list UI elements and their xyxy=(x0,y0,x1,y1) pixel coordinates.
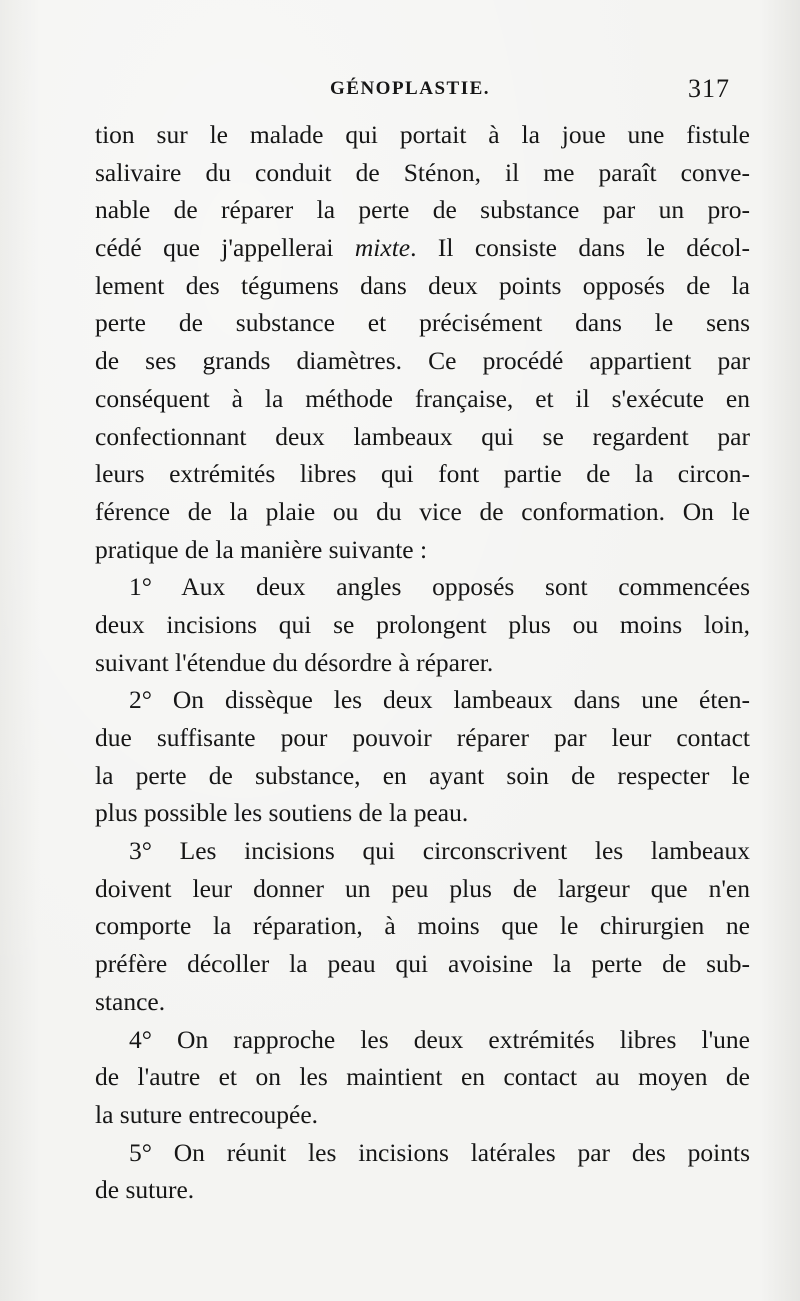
text-line: tion sur le malade qui portait à la joue une fistule xyxy=(95,120,750,149)
text-line: nable de réparer la perte de substance par un pro- xyxy=(95,195,750,225)
text-line: due suffisante pour pouvoir réparer par leur contact xyxy=(95,723,750,752)
text-line: préfère décoller la peau qui avoisine la perte de sub- xyxy=(95,949,750,979)
text-line: de l'autre et on les maintient en contact au moyen de xyxy=(95,1062,750,1092)
text-line: la suture entrecoupée. xyxy=(95,1099,319,1129)
list-item-4-line: 4° On rapproche les deux extrémités libres l'une xyxy=(129,1024,750,1054)
text-line: férence de la plaie ou du vice de conformation. On le xyxy=(95,496,750,526)
text-line: confectionnant deux lambeaux qui se regardent par xyxy=(95,421,750,451)
list-item-3-line: 3° Les incisions qui circonscrivent les lambeaux xyxy=(129,836,750,866)
text-line: la perte de substance, en ayant soin de respecter le xyxy=(95,760,750,790)
list-item-1-line: 1° Aux deux angles opposés sont commencées xyxy=(129,572,750,602)
text-fragment: cédé que j'appellerai xyxy=(95,233,355,263)
text-line: deux incisions qui se prolongent plus ou moins loin, xyxy=(95,609,750,639)
text-line: suivant l'étendue du désordre à réparer. xyxy=(95,647,494,677)
text-line: lement des tégumens dans deux points opposés de la xyxy=(95,270,750,300)
text-line: plus possible les soutiens de la peau. xyxy=(95,798,469,828)
running-title: GÉNOPLASTIE. xyxy=(330,78,491,99)
text-line-with-italic xyxy=(95,229,750,267)
text-line: doivent leur donner un peu plus de largeur que n'en xyxy=(95,873,750,903)
text-line: de suture. xyxy=(95,1175,195,1205)
italic-term: mixte xyxy=(354,233,411,263)
body-text xyxy=(95,116,750,1209)
running-head xyxy=(0,74,800,104)
list-item-2-line: 2° On dissèque les deux lambeaux dans une éten- xyxy=(129,685,750,715)
text-line: salivaire du conduit de Sténon, il me paraît conve- xyxy=(95,157,750,187)
text-line: stance. xyxy=(95,986,166,1016)
list-item-5-line: 5° On réunit les incisions latérales par des points xyxy=(129,1137,750,1167)
text-line: comporte la réparation, à moins que le chirurgien ne xyxy=(95,911,750,941)
text-line: pratique de la manière suivante : xyxy=(95,534,428,564)
page-number: 317 xyxy=(688,74,730,103)
text-fragment: . Il consiste dans le décol- xyxy=(410,233,750,263)
text-line: leurs extrémités libres qui font partie de la circon- xyxy=(95,459,750,489)
text-line: conséquent à la méthode française, et il s'exécute en xyxy=(95,383,750,413)
text-line: de ses grands diamètres. Ce procédé appartient par xyxy=(95,346,750,376)
text-line: perte de substance et précisément dans le sens xyxy=(95,308,750,338)
